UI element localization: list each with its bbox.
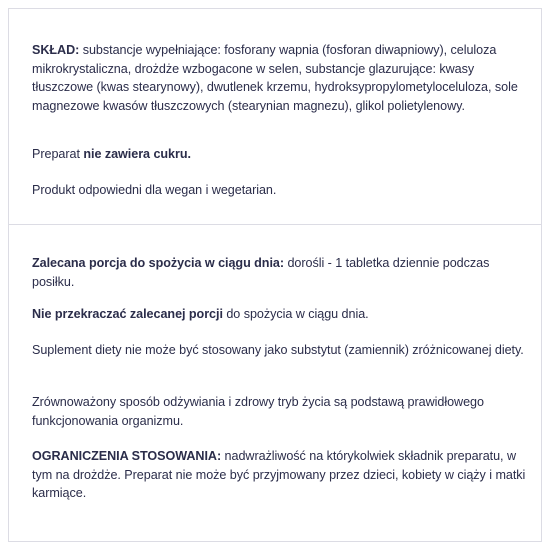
restrictions-heading: OGRANICZENIA STOSOWANIA: xyxy=(32,449,222,463)
dosage-heading: Zalecana porcja do spożycia w ciągu dnia: xyxy=(32,256,284,270)
composition-panel xyxy=(9,9,541,225)
substitute-text: Suplement diety nie może być stosowany jako substytut (zamiennik) zróżnicowanej diety. xyxy=(32,343,524,357)
restrictions-text: nadwrażliwość na którykolwiek składnik preparatu, w tym na drożdże. Preparat nie może być przyjmowany przez dzieci, kobiety w ciąży i matki karmiące. xyxy=(32,449,526,500)
dosage-text: dorośli - 1 tabletka dziennie podczas posiłku. xyxy=(32,256,490,289)
sugar-free-paragraph xyxy=(32,145,532,164)
max-dose-heading: Nie przekraczać zalecanej porcji xyxy=(32,307,223,321)
vegan-paragraph xyxy=(32,181,532,200)
composition-heading: SKŁAD: xyxy=(32,43,80,57)
dosage-paragraph xyxy=(32,254,532,291)
restrictions-paragraph xyxy=(32,447,532,503)
sugar-free-emphasis: nie zawiera cukru. xyxy=(83,147,191,161)
balanced-diet-paragraph xyxy=(32,393,532,430)
max-dose-paragraph xyxy=(32,305,532,324)
max-dose-text: do spożycia w ciągu dnia. xyxy=(222,307,369,321)
vegan-text: Produkt odpowiedni dla wegan i wegetarian. xyxy=(32,183,277,197)
balanced-diet-text: Zrównoważony sposób odżywiania i zdrowy tryb życia są podstawą prawidłowego funkcjonowania organizmu. xyxy=(32,395,484,428)
substitute-paragraph xyxy=(32,341,532,360)
composition-text: substancje wypełniające: fosforany wapnia (fosforan diwapniowy), celuloza mikrokrystaliczna, drożdże wzbogacone w selen, substancje glazurujące: kwasy tłuszczowe (kwas stearynowy), dwutlenek krzemu, hydroksypropylometyloceluloza, sole magnezowe kwasów tłuszczowych (stearynian magnezu), glikol polietylenowy. xyxy=(32,43,518,113)
label-card xyxy=(8,8,542,542)
composition-paragraph xyxy=(32,41,532,115)
sugar-free-prefix: Preparat xyxy=(32,147,84,161)
usage-panel xyxy=(9,225,541,541)
